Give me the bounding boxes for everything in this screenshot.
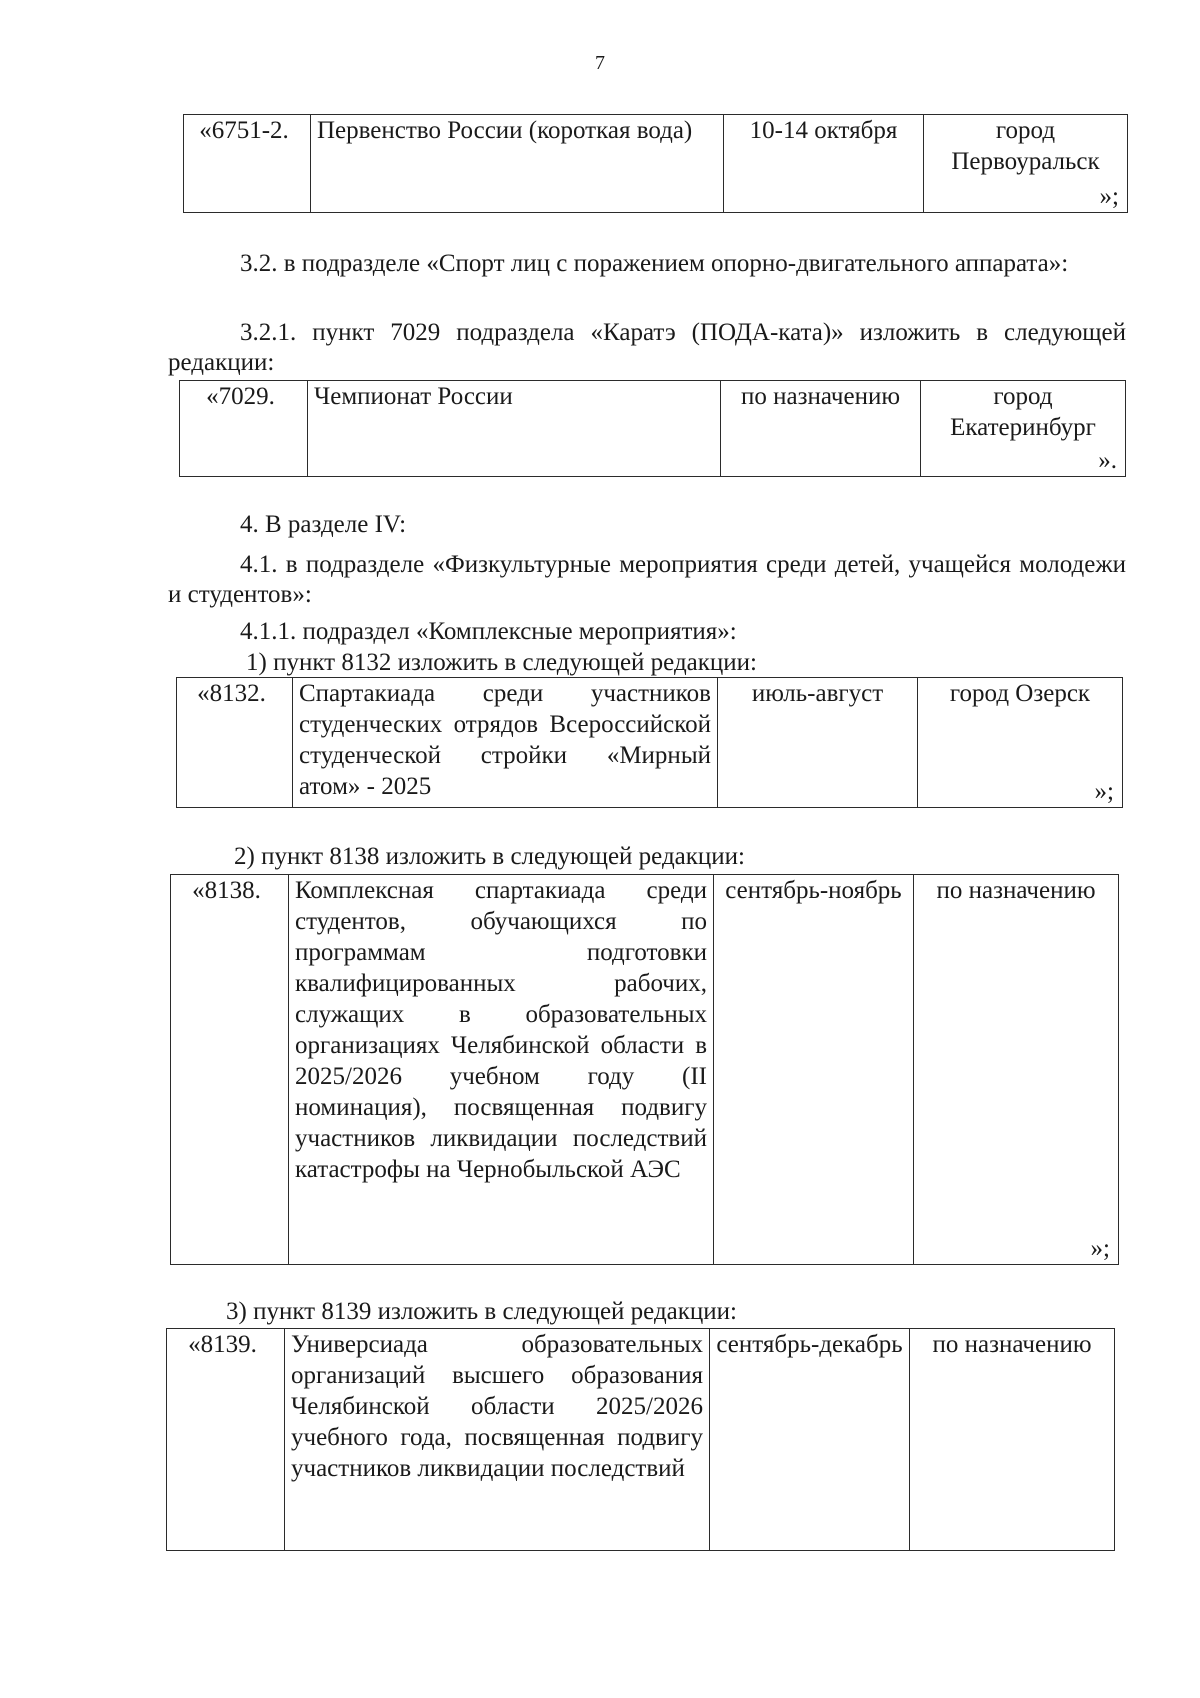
page-number: 7 [595, 52, 605, 74]
entry-place: город Первоуральск [951, 117, 1100, 175]
paragraph-item-1: 1) пункт 8132 изложить в следующей редакции: [246, 649, 757, 676]
entry-table-8138 [170, 874, 1119, 1265]
entry-name: Чемпионат России [308, 381, 721, 477]
entry-number: «6751-2. [184, 115, 311, 213]
entry-number: «8132. [177, 678, 293, 808]
entry-place-cell [918, 678, 1123, 808]
entry-name: Комплексная спартакиада среди студентов, обучающихся по программам подготовки квалифицированных рабочих, служащих в образовательных организациях Челябинской области в 2025/2026 учебном году (II номинация), посвященная подвигу участников ликвидации последствий катастрофы на Чернобыльской АЭС [289, 875, 714, 1265]
paragraph-3-2: 3.2. в подразделе «Спорт лиц с поражением опорно-двигательного аппарата»: [240, 250, 1069, 277]
table-row [177, 678, 1123, 808]
entry-dates: по назначению [721, 381, 921, 477]
entry-dates: сентябрь-декабрь [710, 1329, 910, 1551]
table-row [180, 381, 1126, 477]
entry-place: по назначению [910, 1329, 1115, 1551]
entry-place: город Екатеринбург [950, 383, 1096, 441]
entry-name: Спартакиада среди участников студенческих отрядов Всероссийской студенческой стройки «Мирный атом» - 2025 [293, 678, 718, 808]
entry-dates: сентябрь-ноябрь [714, 875, 914, 1265]
entry-dates: июль-август [718, 678, 918, 808]
paragraph-item-3: 3) пункт 8139 изложить в следующей редакции: [226, 1298, 737, 1325]
paragraph-item-2: 2) пункт 8138 изложить в следующей редакции: [234, 843, 745, 870]
entry-table-7029 [179, 380, 1126, 477]
entry-name: Универсиада образовательных организаций высшего образования Челябинской области 2025/2026 учебного года, посвященная подвигу участников ликвидации последствий [285, 1329, 710, 1551]
closing-quote: »; [1090, 1235, 1110, 1262]
closing-quote: »; [1099, 183, 1119, 210]
entry-table-8139 [166, 1328, 1115, 1551]
entry-place: по назначению [936, 877, 1096, 904]
entry-place-cell [924, 115, 1128, 213]
paragraph-4-1-1: 4.1.1. подраздел «Комплексные мероприятия»: [240, 618, 737, 645]
entry-name: Первенство России (короткая вода) [311, 115, 724, 213]
paragraph-4: 4. В разделе IV: [240, 511, 407, 538]
entry-place-cell [921, 381, 1126, 477]
entry-table-8132 [176, 677, 1123, 808]
closing-quote: ». [1098, 447, 1117, 474]
table-row [167, 1329, 1115, 1551]
entry-number: «8138. [171, 875, 289, 1265]
table-row [171, 875, 1119, 1265]
entry-place: город Озерск [949, 680, 1091, 707]
entry-place-cell [914, 875, 1119, 1265]
entry-number: «7029. [180, 381, 308, 477]
paragraph-4-1: 4.1. в подразделе «Физкультурные мероприятия среди детей, учащейся молодежи и студентов»: [168, 551, 1126, 608]
entry-number: «8139. [167, 1329, 285, 1551]
paragraph-3-2-1: 3.2.1. пункт 7029 подраздела «Каратэ (ПОДА-ката)» изложить в следующей редакции: [168, 319, 1126, 376]
table-row [184, 115, 1128, 213]
closing-quote: »; [1094, 778, 1114, 805]
entry-dates: 10-14 октября [724, 115, 924, 213]
entry-table-6751 [183, 114, 1128, 213]
